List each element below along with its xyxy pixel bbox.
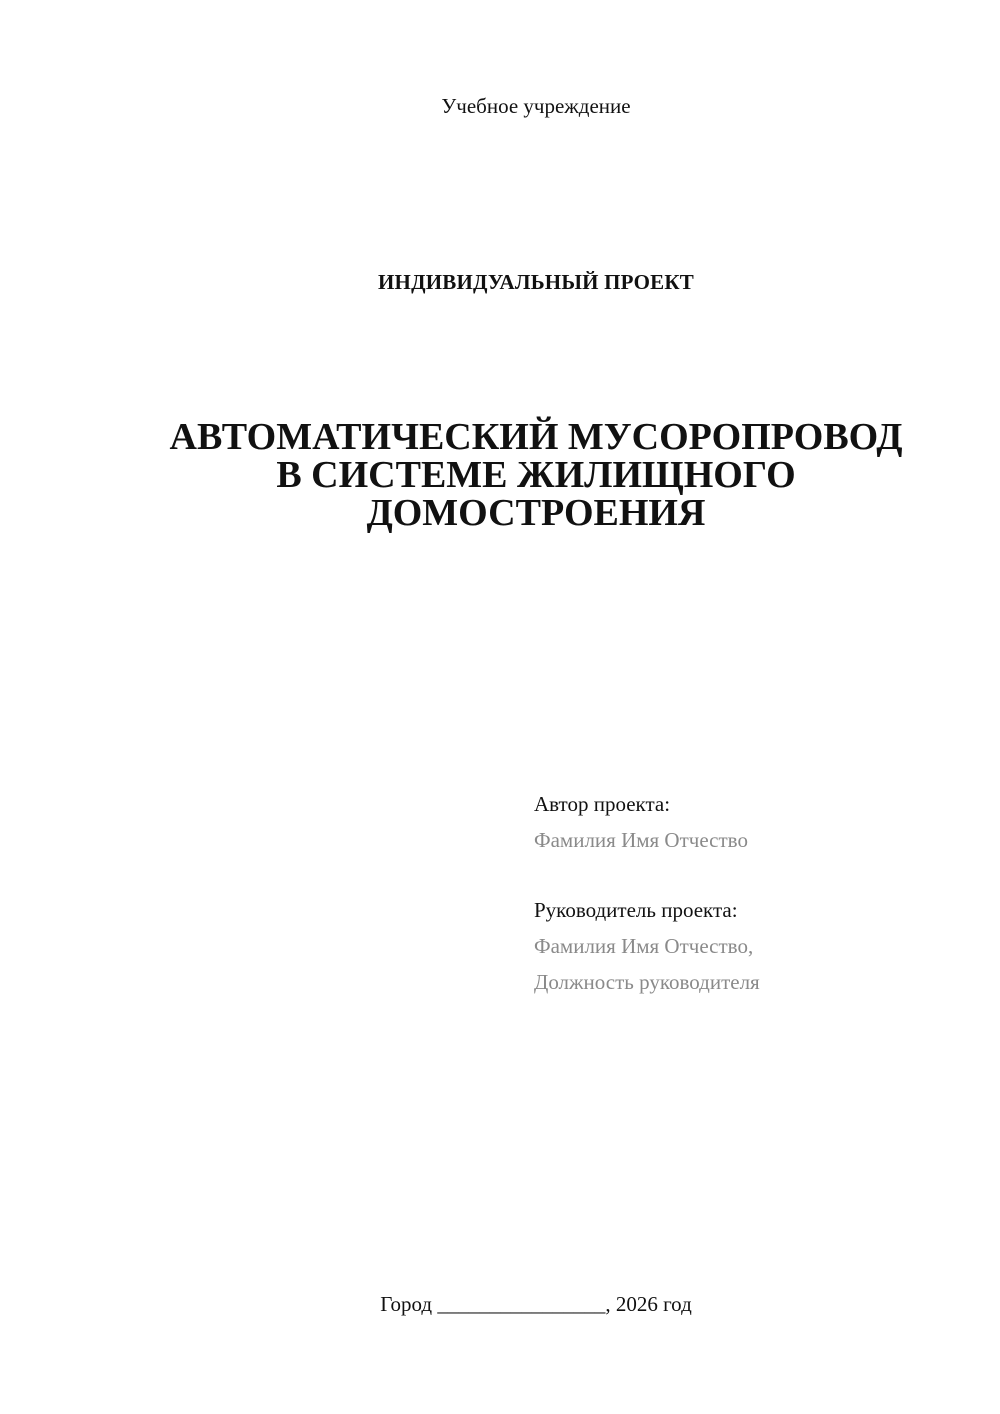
supervisor-block [534, 892, 974, 1000]
city-year-line: Город ________________, 2026 год [380, 1292, 692, 1316]
supervisor-label: Руководитель проекта: [534, 898, 738, 922]
project-title-line-1: АВТОМАТИЧЕСКИЙ МУСОРОПРОВОД [169, 416, 903, 458]
project-title-line-3: ДОМОСТРОЕНИЯ [366, 492, 706, 534]
institution-name: Учебное учреждение [441, 94, 631, 118]
author-block [534, 786, 974, 858]
project-title [0, 418, 1000, 532]
document-type: ИНДИВИДУАЛЬНЫЙ ПРОЕКТ [378, 270, 694, 294]
author-name: Фамилия Имя Отчество [534, 828, 748, 852]
supervisor-name: Фамилия Имя Отчество, [534, 934, 754, 958]
author-label: Автор проекта: [534, 792, 671, 816]
supervisor-position: Должность руководителя [534, 970, 760, 994]
project-title-line-2: В СИСТЕМЕ ЖИЛИЩНОГО [276, 454, 796, 496]
